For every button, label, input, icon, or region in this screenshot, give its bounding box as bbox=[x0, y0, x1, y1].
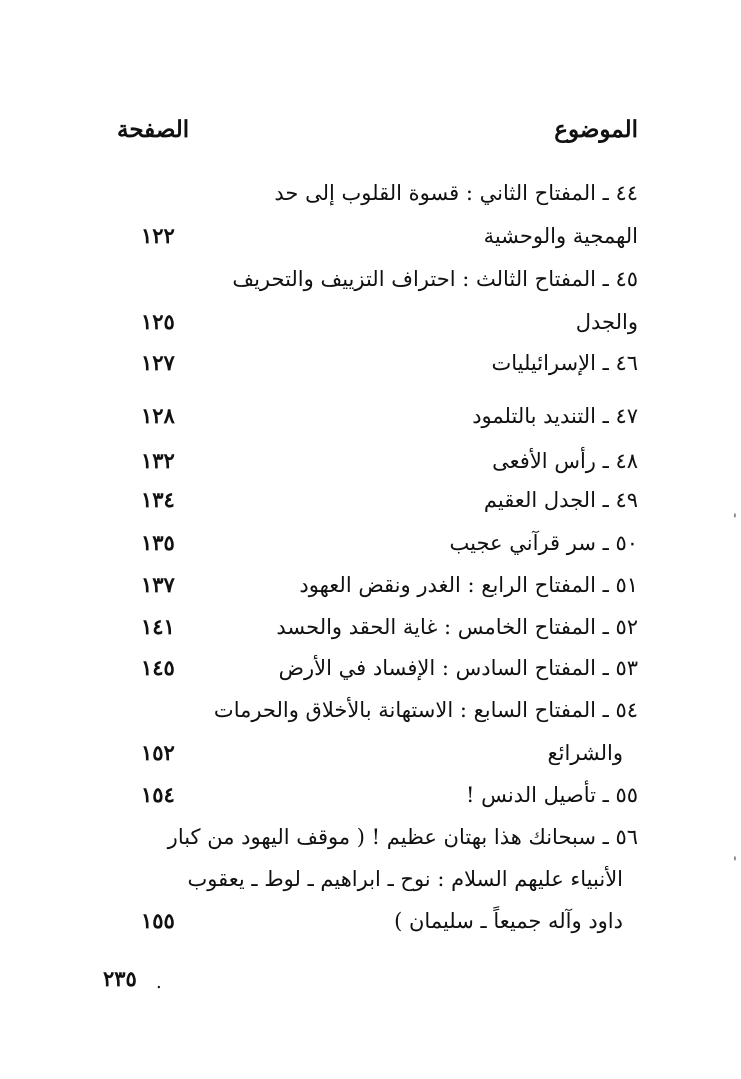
toc-entry-page: ١٣٧ bbox=[141, 572, 175, 597]
toc-entry-text: ٥١ ـ المفتاح الرابع : الغدر ونقض العهود bbox=[299, 573, 638, 597]
topic-column-header: الموضوع bbox=[554, 116, 638, 143]
toc-entry-text: ٥٠ ـ سر قرآني عجيب bbox=[449, 531, 638, 555]
toc-entry-page: ١٣٤ bbox=[141, 487, 175, 512]
toc-entry-text: الأنبياء عليهم السلام : نوح ـ ابراهيم ـ لوط ـ يعقوب bbox=[187, 867, 623, 891]
toc-entry-text: ٥٢ ـ المفتاح الخامس : غاية الحقد والحسد bbox=[276, 615, 638, 639]
toc-entry-text: ٥٥ ـ تأصيل الدنس ! bbox=[465, 783, 638, 807]
toc-entry-page: ١٥٥ bbox=[141, 908, 175, 933]
toc-entry-text: داود وآله جميعاً ـ سليمان ) bbox=[394, 909, 623, 933]
page-column-header: الصفحة bbox=[117, 116, 190, 143]
toc-entry-text: ٤٤ ـ المفتاح الثاني : قسوة القلوب إلى حد bbox=[274, 181, 638, 205]
toc-entry-text: والجدل bbox=[575, 310, 638, 334]
toc-entry-text: ٤٥ ـ المفتاح الثالث : احتراف التزييف والتحريف bbox=[232, 267, 638, 291]
toc-entry-text: الهمجية والوحشية bbox=[483, 224, 638, 248]
toc-entry-text: ٥٤ ـ المفتاح السابع : الاستهانة بالأخلاق والحرمات bbox=[213, 698, 638, 722]
toc-entry-page: ١٣٥ bbox=[141, 530, 175, 555]
toc-entry-text: ٤٨ ـ رأس الأفعى bbox=[492, 449, 638, 473]
toc-entry-text: ٥٦ ـ سبحانك هذا بهتان عظيم ! ( موقف اليهود من كبار bbox=[167, 825, 638, 849]
toc-entry-text: ٤٩ ـ الجدل العقيم bbox=[483, 488, 638, 512]
toc-entry-page: ١٢٧ bbox=[141, 350, 175, 375]
toc-entry-page: ١٢٥ bbox=[141, 309, 175, 334]
page-folio-number: ٢٣٥ bbox=[103, 966, 137, 991]
toc-entry-page: ١٤٥ bbox=[141, 655, 175, 680]
toc-entry-text: ٤٦ ـ الإسرائيليات bbox=[491, 351, 638, 375]
toc-entry-text: ٥٣ ـ المفتاح السادس : الإفساد في الأرض bbox=[278, 656, 638, 680]
toc-entry-page: ١٣٢ bbox=[141, 448, 175, 473]
scan-speck: ' bbox=[733, 512, 737, 528]
scan-speck: ' bbox=[733, 855, 737, 871]
toc-entry-page: ١٤١ bbox=[141, 614, 175, 639]
toc-entry-text: ٤٧ ـ التنديد بالتلمود bbox=[472, 404, 638, 428]
folio-dot: . bbox=[156, 972, 162, 993]
toc-entry-page: ١٥٢ bbox=[141, 740, 175, 765]
toc-entry-page: ١٥٤ bbox=[141, 782, 175, 807]
toc-entry-text: والشرائع bbox=[547, 741, 623, 765]
toc-entry-page: ١٢٨ bbox=[141, 403, 175, 428]
toc-entry-page: ١٢٢ bbox=[141, 223, 175, 248]
